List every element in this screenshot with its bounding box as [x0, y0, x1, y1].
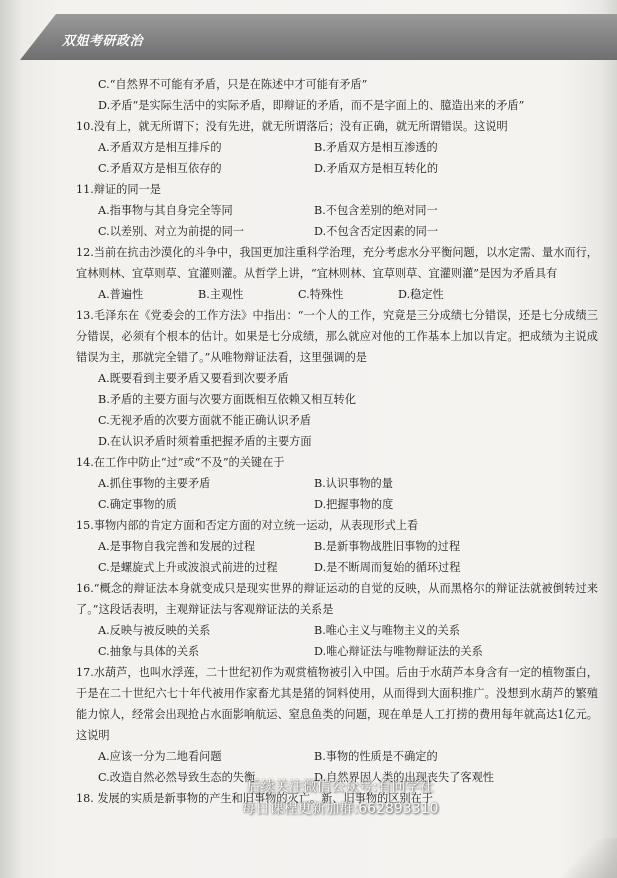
- header-title: 双姐考研政治: [62, 34, 144, 49]
- q10-option-d: D.矛盾双方是相互转化的: [314, 162, 439, 175]
- q15-options-row1: [78, 536, 598, 557]
- watermark-text: [210, 776, 470, 820]
- question-11: 11.辩证的同一是: [76, 183, 161, 196]
- q17-option-a: A.应该一分为二地看问题: [98, 750, 222, 763]
- q17-option-b: B.事物的性质是不确定的: [314, 750, 438, 763]
- q16-options-row2: [78, 641, 598, 662]
- q10-option-a: A.矛盾双方是相互排斥的: [98, 141, 222, 154]
- q13-option-c: C.无视矛盾的次要方面就不能正确认识矛盾: [98, 414, 312, 427]
- q16-option-c: C.抽象与具体的关系: [98, 645, 200, 658]
- q9-option-d: D.矛盾“是实际生活中的实际矛盾，即辩证的矛盾，而不是字面上的、臆造出来的矛盾”: [98, 99, 525, 112]
- q11-options-row2: [78, 221, 598, 242]
- q14-option-d: D.把握事物的度: [314, 498, 394, 511]
- q12-option-b: B.主观性: [198, 288, 244, 301]
- q13-option-a: A.既要看到主要矛盾又要看到次要矛盾: [98, 372, 289, 385]
- q13-option-d: D.在认识矛盾时须着重把握矛盾的主要方面: [98, 435, 312, 448]
- q11-option-a: A.指事物与其自身完全等同: [98, 204, 233, 217]
- page-corner-shadow: [557, 838, 617, 878]
- question-16: 16.“概念的辩证法本身就变成只是现实世界的辩证运动的自觉的反映，从而黑格尔的辩证法就被倒转过来了。”这段话表明，主观辩证法与客观辩证法的关系是: [76, 582, 598, 616]
- q16-option-b: B.唯心主义与唯物主义的关系: [314, 624, 461, 637]
- q10-option-c: C.矛盾双方是相互依存的: [98, 162, 222, 175]
- watermark-line-2: 每日课程更新加群:662893310: [241, 801, 439, 817]
- q12-option-c: C.特殊性: [298, 288, 344, 301]
- q10-options-row2: [78, 158, 598, 179]
- q16-options-row1: [78, 620, 598, 641]
- q15-option-a: A.是事物自我完善和发展的过程: [98, 540, 256, 553]
- q15-option-b: B.是新事物战胜旧事物的过程: [314, 540, 461, 553]
- question-17: 17.水葫芦，也叫水浮莲，二十世纪初作为观赏植物被引入中国。后由于水葫芦本身含有一定的植物蛋白，于是在二十世纪六七十年代被用作家畜尤其是猪的饲料使用，从而得到大面积推广。没想到水葫芦的繁殖能力惊人，经常会出现抢占水面影响航运、窒息鱼类的问题，现在单是人工打捞的费用每年就高达1亿元。这说明: [76, 666, 598, 742]
- q12-option-a: A.普遍性: [98, 288, 144, 301]
- q15-option-d: D.是不断周而复始的循环过程: [314, 561, 461, 574]
- q14-option-a: A.抓住事物的主要矛盾: [98, 477, 211, 490]
- q11-option-c: C.以差别、对立为前提的同一: [98, 225, 244, 238]
- q11-options-row1: [78, 200, 598, 221]
- watermark-line-1: 后续关注微信公众号:有问学社: [246, 779, 434, 795]
- question-15: 15.事物内部的肯定方面和否定方面的对立统一运动，从表现形式上看: [76, 519, 419, 532]
- q13-option-b: B.矛盾的主要方面与次要方面既相互依赖又相互转化: [98, 393, 356, 406]
- q12-options: [78, 284, 598, 305]
- q14-options-row2: [78, 494, 598, 515]
- question-14: 14.在工作中防止“过”或“不及”的关键在于: [76, 456, 285, 469]
- q14-options-row1: [78, 473, 598, 494]
- q12-option-d: D.稳定性: [398, 288, 444, 301]
- q10-option-b: B.矛盾双方是相互渗透的: [314, 141, 438, 154]
- q17-option-c: C.改造自然必然导致生态的失衡: [98, 771, 256, 784]
- q11-option-b: B.不包含差别的绝对同一: [314, 204, 438, 217]
- question-18: 18. 发展的实质是新事物的产生和旧事物的灭亡。新、旧事物的区别在于: [76, 792, 433, 805]
- question-10: 10.没有上，就无所谓下；没有先进，就无所谓落后；没有正确，就无所谓错误。这说明: [76, 120, 508, 133]
- q14-option-c: C.确定事物的质: [98, 498, 177, 511]
- q11-option-d: D.不包含否定因素的同一: [314, 225, 439, 238]
- q16-option-a: A.反映与被反映的关系: [98, 624, 211, 637]
- q17-option-d: D.自然界因人类的出现丧失了客观性: [314, 771, 494, 784]
- question-13: 13.毛泽东在《党委会的工作方法》中指出：“一个人的工作，究竟是三分成绩七分错误，还是七分成绩三分错误，必须有个根本的估计。如果是七分成绩，那么就应对他的工作基本上加以肯定。把成绩为主说成错误为主，那就完全错了。”从唯物辩证法看，这里强调的是: [76, 309, 598, 364]
- q15-options-row2: [78, 557, 598, 578]
- q17-options-row1: [78, 746, 598, 767]
- q10-options-row1: [78, 137, 598, 158]
- q14-option-b: B.认识事物的量: [314, 477, 393, 490]
- q9-option-c: C.“自然界不可能有矛盾，只是在陈述中才可能有矛盾”: [98, 78, 368, 91]
- q16-option-d: D.唯心辩证法与唯物辩证法的关系: [314, 645, 483, 658]
- question-12: 12.当前在抗击沙漠化的斗争中，我国更加注重科学治理，充分考虑水分平衡问题，以水定需、量水而行，宜林则林、宜草则草、宜灌则灌。从哲学上讲，“宜林则林、宜草则草、宜灌则灌”是因为矛盾具有: [76, 246, 598, 280]
- question-content: [78, 74, 598, 809]
- q15-option-c: C.是螺旋式上升或波浪式前进的过程: [98, 561, 278, 574]
